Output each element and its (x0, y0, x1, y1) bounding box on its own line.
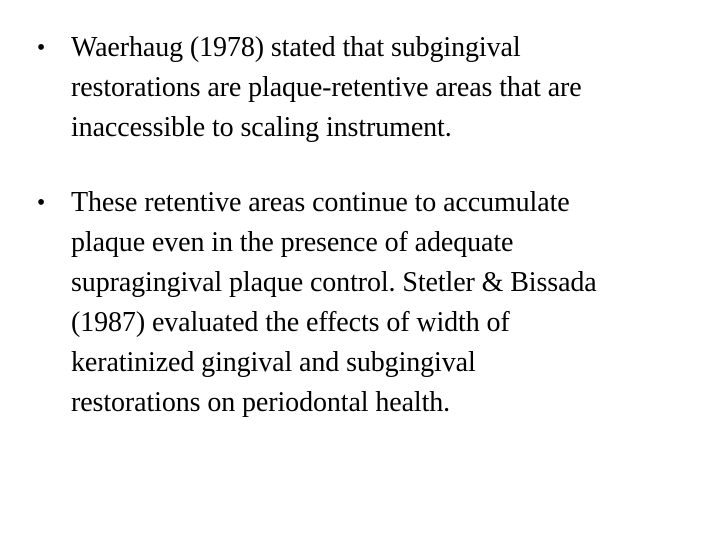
bullet-item-waerhaug (31, 28, 691, 148)
bullet-text-line: (1987) evaluated the effects of width of (71, 307, 510, 338)
bullet-text-line: restorations are plaque-retentive areas that are (71, 72, 582, 103)
bullet-marker: • (36, 190, 46, 216)
bullet-text-line: keratinized gingival and subgingival (71, 347, 476, 378)
bullet-marker: • (36, 35, 46, 61)
bullet-text-line: restorations on periodontal health. (71, 387, 451, 418)
bullet-text-line: These retentive areas continue to accumulate (71, 187, 570, 218)
bullet-text-line: plaque even in the presence of adequate (71, 227, 514, 258)
bullet-text-line: supragingival plaque control. Stetler & Bissada (71, 267, 597, 298)
bullet-text-line: Waerhaug (1978) stated that subgingival (71, 32, 521, 63)
bullet-text-line: inaccessible to scaling instrument. (71, 112, 452, 143)
bullet-list (31, 28, 691, 423)
bullet-item-retentive-areas (31, 183, 691, 423)
